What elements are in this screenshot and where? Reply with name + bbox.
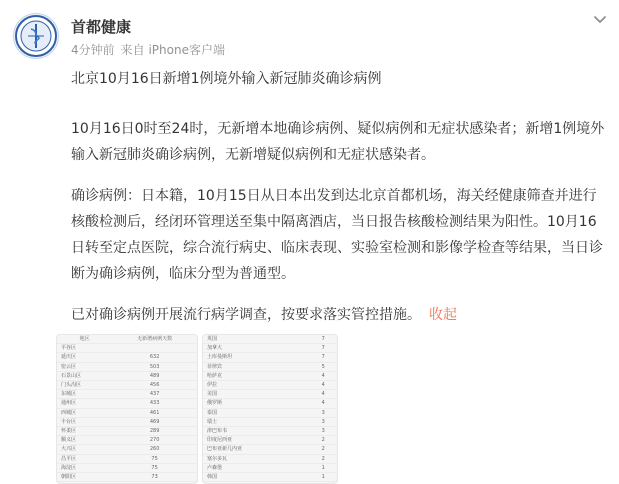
table-cell-value: 3 [309, 408, 337, 417]
table-cell-label: 哈萨克 [203, 371, 309, 380]
table-row [57, 381, 197, 390]
table-cell-label: 加拿大 [203, 344, 309, 353]
table-cell-value: 503 [112, 362, 197, 371]
table-row [203, 335, 337, 344]
table-cell-value: 4 [309, 399, 337, 408]
chevron-down-icon [590, 10, 610, 30]
table-cell-label: 门头沟区 [57, 381, 112, 390]
table-row [57, 390, 197, 399]
table-cell-label: 泰国 [203, 408, 309, 417]
table-cell-value: 7 [309, 353, 337, 362]
table-row [203, 362, 337, 371]
post-title: 北京10月16日新增1例境外输入新冠肺炎确诊病例 [71, 71, 382, 87]
table-row [57, 408, 197, 417]
table-cell-value: 7 [309, 335, 337, 344]
table-row [57, 454, 197, 463]
table-cell-label: 延庆区 [57, 353, 112, 362]
table-row [203, 436, 337, 445]
post-meta [71, 42, 225, 58]
table-cell-label: 昌平区 [57, 454, 112, 463]
table-cell-value: 2 [309, 436, 337, 445]
table-cell-label: 瑞士 [203, 417, 309, 426]
table-cell-label: 塞尔多瓦 [203, 454, 309, 463]
table-cell-label: 土库曼斯坦 [203, 353, 309, 362]
table-row [203, 344, 337, 353]
table-cell-value: 75 [112, 454, 197, 463]
table-row [57, 417, 197, 426]
table-cell-label: 英国 [203, 335, 309, 344]
table-cell-value: 461 [112, 408, 197, 417]
table-cell-value: 75 [112, 463, 197, 472]
table-row [57, 353, 197, 362]
table-cell-value: 2 [309, 445, 337, 454]
table-cell-value: 2 [309, 454, 337, 463]
account-avatar[interactable] [13, 13, 59, 59]
table-cell-label: 菲律宾 [203, 362, 309, 371]
table-cell-value: 5 [309, 362, 337, 371]
table-row [203, 427, 337, 436]
post-paragraph-3 [71, 302, 607, 328]
table-cell-value: 632 [112, 353, 197, 362]
table-cell-value: 1 [309, 463, 337, 472]
table-cell-value: 437 [112, 390, 197, 399]
table-cell-value: 4 [309, 371, 337, 380]
post-paragraph-3-text: 已对确诊病例开展流行病学调查，按要求落实管控措施。 [71, 307, 421, 323]
post-paragraph-1: 10月16日0时至24时，无新增本地确诊病例、疑似病例和无症状感染者；新增1例境外输入新冠肺炎确诊病例，无新增疑似病例和无症状感染者。 [71, 121, 605, 163]
district-table-header-row [57, 335, 197, 344]
table-cell-label: 巴布亚新几内亚 [203, 445, 309, 454]
table-cell-value: 3 [309, 427, 337, 436]
table-cell-label: 平谷区 [57, 344, 112, 353]
table-row [57, 436, 197, 445]
table-cell-value: 270 [112, 436, 197, 445]
table-row [203, 353, 337, 362]
table-row [203, 454, 337, 463]
table-cell-label: 顺义区 [57, 436, 112, 445]
table-row [203, 463, 337, 472]
collapse-link[interactable]: 收起 [429, 307, 457, 323]
table-row [203, 399, 337, 408]
table-row [203, 417, 337, 426]
table-row [203, 371, 337, 380]
table-cell-label: 美国 [203, 390, 309, 399]
table-cell-label: 丰台区 [57, 417, 112, 426]
table-cell-value: 489 [112, 371, 197, 380]
table-cell-label: 朝阳区 [57, 473, 112, 482]
table-cell-value: 433 [112, 399, 197, 408]
table-row [57, 427, 197, 436]
table-cell-value: 289 [112, 427, 197, 436]
country-table [203, 335, 337, 482]
table-cell-label: 密云区 [57, 362, 112, 371]
post-paragraph-2: 确诊病例：日本籍，10月15日从日本出发到达北京首都机场，海关经健康筛查并进行核酸检测后，经闭环管理送至集中隔离酒店，当日报告核酸检测结果为阳性。10月16日转至定点医院，综合流行病史、临床表现、实验室检测和影像学检查等结果，当日诊断为确诊病例，临床分型为普通型。 [71, 188, 603, 282]
table-row [203, 381, 337, 390]
table-cell-value: 456 [112, 381, 197, 390]
health-emblem-icon [14, 14, 58, 58]
table-row [57, 362, 197, 371]
table-cell-label: 怀柔区 [57, 427, 112, 436]
table-row [57, 463, 197, 472]
table-cell-label: 海淀区 [57, 463, 112, 472]
table-row [57, 344, 197, 353]
table-row [203, 445, 337, 454]
table-row [203, 473, 337, 482]
table-header-cell: 地区 [57, 335, 112, 344]
table-cell-value: 7 [309, 344, 337, 353]
table-cell-value [112, 344, 197, 353]
district-table [57, 335, 197, 482]
table-cell-label: 东城区 [57, 390, 112, 399]
table-row [57, 445, 197, 454]
table-cell-value: 469 [112, 417, 197, 426]
table-cell-label: 韩国 [203, 473, 309, 482]
table-cell-value: 4 [309, 381, 337, 390]
table-cell-value: 4 [309, 390, 337, 399]
table-row [57, 371, 197, 380]
table-cell-label: 西城区 [57, 408, 112, 417]
table-cell-value: 260 [112, 445, 197, 454]
more-menu-button[interactable] [590, 10, 610, 30]
table-cell-label: 俄罗斯 [203, 399, 309, 408]
table-cell-label: 伊拉 [203, 381, 309, 390]
post-image-1[interactable] [56, 334, 198, 484]
table-cell-value: 1 [309, 473, 337, 482]
post-image-2[interactable] [202, 334, 338, 484]
table-cell-value: 3 [309, 417, 337, 426]
table-cell-label: 卢森堡 [203, 463, 309, 472]
table-row [57, 399, 197, 408]
post-source: 来自 iPhone客户端 [120, 43, 225, 57]
account-name[interactable]: 首都健康 [71, 18, 132, 36]
table-row [203, 390, 337, 399]
table-cell-label: 津巴布韦 [203, 427, 309, 436]
table-row [203, 408, 337, 417]
table-cell-label: 通州区 [57, 399, 112, 408]
table-cell-label: 印度尼西亚 [203, 436, 309, 445]
table-row [57, 473, 197, 482]
table-cell-label: 大兴区 [57, 445, 112, 454]
table-header-cell: 无新增病例天数 [112, 335, 197, 344]
table-cell-value: 73 [112, 473, 197, 482]
table-cell-label: 石景山区 [57, 371, 112, 380]
post-time[interactable]: 4分钟前 [71, 43, 115, 57]
